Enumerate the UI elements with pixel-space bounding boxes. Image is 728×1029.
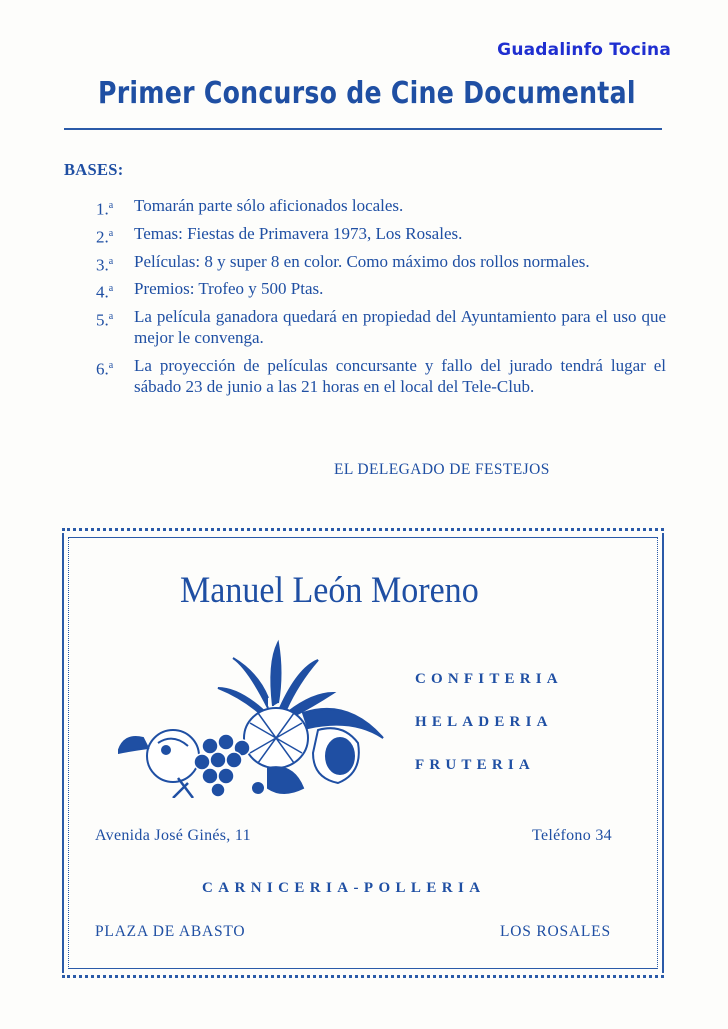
rule-ordinal: a — [108, 283, 114, 295]
rule-text: La película ganadora quedará en propiedad del Ayuntamiento para el uso que mejor le convenga. — [134, 307, 666, 348]
shop-town: LOS ROSALES — [500, 923, 611, 940]
rule-number: 6. — [96, 359, 109, 379]
signature-line: EL DELEGADO DE FESTEJOS — [334, 461, 550, 478]
rule-item — [96, 355, 666, 397]
shop-address: Avenida José Ginés, 11 — [95, 827, 251, 844]
fruit-basket-illustration — [118, 638, 388, 798]
watermark-label: Guadalinfo Tocina — [497, 40, 671, 60]
rule-number: 3. — [96, 255, 109, 275]
rule-text: Tomarán parte sólo aficionados locales. — [134, 196, 404, 215]
rule-text: Premios: Trofeo y 500 Ptas. — [134, 279, 324, 299]
rule-ordinal: a — [108, 255, 114, 267]
page-title: Primer Concurso de Cine Documental — [98, 76, 636, 111]
rule-item — [96, 195, 666, 219]
shop-name: Manuel León Moreno — [180, 570, 479, 611]
rule-ordinal: a — [108, 227, 114, 239]
rule-number: 1. — [96, 199, 109, 219]
rule-number: 5. — [96, 310, 109, 330]
rule-item — [96, 278, 666, 303]
title-underline — [64, 128, 662, 130]
service-heladeria: HELADERIA — [415, 714, 553, 730]
rule-text: Temas: Fiestas de Primavera 1973, Los Rosales. — [134, 223, 463, 243]
second-business: CARNICERIA-POLLERIA — [202, 880, 486, 896]
rule-text: Películas: 8 y super 8 en color. Como máximo dos rollos normales. — [134, 251, 590, 271]
rule-number: 2. — [96, 227, 109, 247]
rule-text: La proyección de películas concursante y fallo del jurado tendrá lugar el sábado 23 de junio a las 21 horas en el local del Tele-Club. — [134, 356, 666, 397]
rules-list — [96, 195, 666, 404]
shop-phone: Teléfono 34 — [532, 827, 612, 844]
rule-ordinal: a — [108, 200, 114, 211]
rule-item — [96, 223, 666, 247]
rule-ordinal: a — [108, 360, 114, 372]
services-list — [415, 671, 563, 800]
rule-number: 4. — [96, 283, 109, 303]
service-fruteria: FRUTERIA — [415, 757, 535, 773]
rule-item — [96, 251, 666, 275]
service-confiteria: CONFITERIA — [415, 671, 563, 687]
rule-item — [96, 306, 666, 348]
rule-ordinal: a — [108, 311, 114, 323]
shop-location: PLAZA DE ABASTO — [95, 923, 246, 940]
bases-heading: BASES: — [64, 160, 124, 179]
